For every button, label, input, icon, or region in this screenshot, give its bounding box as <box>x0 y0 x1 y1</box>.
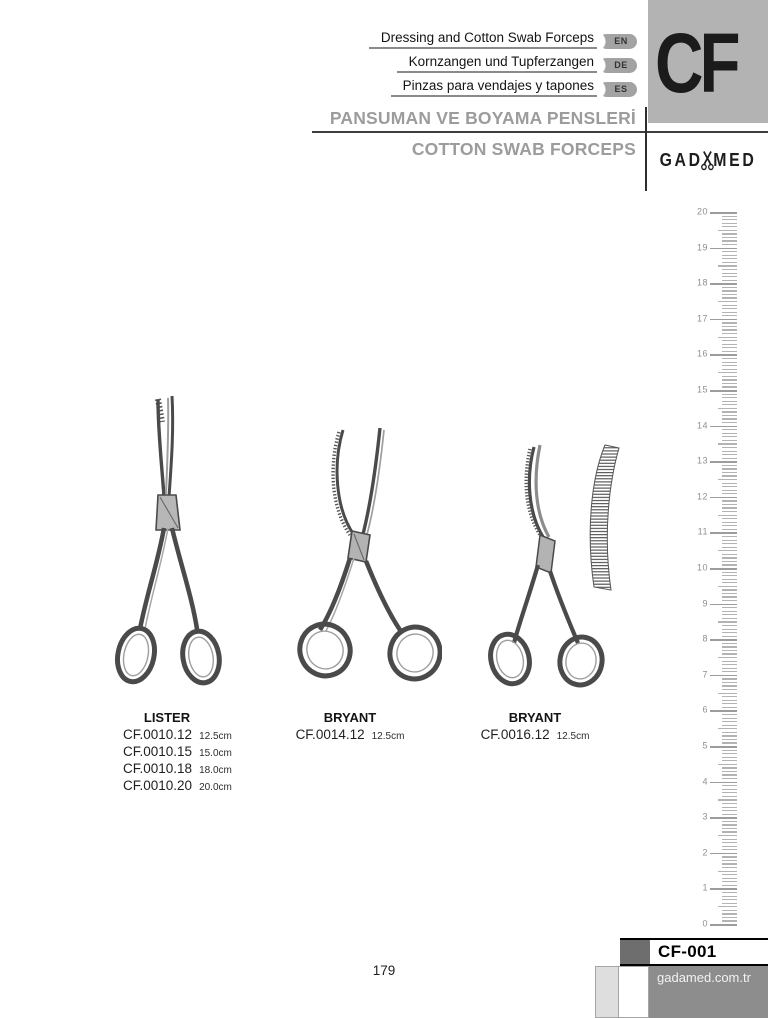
ruler-tick <box>722 447 737 448</box>
product-items <box>468 727 602 744</box>
product-item <box>123 744 230 761</box>
ruler-tick <box>722 614 737 615</box>
ruler-tick <box>722 262 737 263</box>
ruler-tick <box>722 831 737 832</box>
ruler-tick <box>722 219 737 220</box>
ruler-tick <box>722 273 737 274</box>
ruler-tick <box>722 518 737 519</box>
product-item <box>123 761 230 778</box>
ruler-tick <box>722 878 737 879</box>
ruler-tick <box>718 728 737 729</box>
ruler-tick <box>718 871 737 872</box>
ruler-tick <box>722 757 737 758</box>
ruler-tick <box>722 856 737 857</box>
ruler-number: 17 <box>696 313 708 324</box>
language-label-es: Pinzas para vendajes y tapones <box>391 78 597 97</box>
ruler-tick <box>718 408 737 409</box>
ruler-tick <box>722 386 737 387</box>
ruler-number: 0 <box>702 918 708 929</box>
ruler-tick <box>718 835 737 836</box>
ruler-tick <box>722 846 737 847</box>
ruler-tick <box>722 582 737 583</box>
ruler-number: 1 <box>702 882 708 893</box>
website-text: gadamed.com.tr <box>649 966 768 1018</box>
ruler-number: 10 <box>696 562 708 573</box>
ruler-tick <box>718 479 737 480</box>
ruler-tick <box>722 668 737 669</box>
ruler-tick <box>722 525 737 526</box>
ruler-tick <box>722 714 737 715</box>
ruler-tick <box>722 433 737 434</box>
ruler-tick <box>722 458 737 459</box>
ruler-tick <box>722 771 737 772</box>
ruler-number: 14 <box>696 420 708 431</box>
ruler-tick <box>718 550 737 551</box>
product-label-bryant-2 <box>468 710 602 744</box>
product-name: LISTER <box>143 710 191 725</box>
ruler-tick <box>722 803 737 804</box>
ruler-tick <box>722 280 737 281</box>
ruler-tick <box>722 468 737 469</box>
ruler-tick <box>722 305 737 306</box>
ruler-tick <box>722 223 737 224</box>
ruler-tick <box>722 547 737 548</box>
ruler-tick <box>722 807 737 808</box>
ruler-tick <box>722 369 737 370</box>
ruler-tick <box>722 607 737 608</box>
ruler-tick <box>722 596 737 597</box>
ruler-tick <box>722 636 737 637</box>
ruler-tick <box>722 326 737 327</box>
language-label-de: Kornzangen und Tupferzangen <box>397 54 597 73</box>
ruler-tick <box>722 896 737 897</box>
ruler-tick <box>718 799 737 800</box>
ruler-tick <box>722 785 737 786</box>
brand-logo <box>655 150 761 171</box>
ruler-tick <box>722 347 737 348</box>
ruler-tick <box>722 490 737 491</box>
ruler-tick <box>722 507 737 508</box>
ruler-tick <box>722 881 737 882</box>
ruler-tick <box>722 216 737 217</box>
language-header <box>369 31 637 95</box>
ruler-number: 8 <box>702 633 708 644</box>
ruler-tick <box>722 760 737 761</box>
ruler-tick <box>722 814 737 815</box>
product-code: CF.0010.20 <box>123 778 193 793</box>
ruler-tick <box>722 394 737 395</box>
ruler-tick <box>710 461 737 463</box>
ruler-tick <box>722 600 737 601</box>
ruler-tick <box>722 362 737 363</box>
ruler-tick <box>722 237 737 238</box>
product-item <box>283 727 417 744</box>
ruler-tick <box>722 767 737 768</box>
ruler-tick <box>722 315 737 316</box>
ruler-tick <box>722 842 737 843</box>
ruler-tick <box>722 340 737 341</box>
ruler-tick <box>710 212 737 214</box>
scissors-icon <box>701 150 714 171</box>
ruler-tick <box>722 561 737 562</box>
ruler-number: 7 <box>702 669 708 680</box>
ruler-tick <box>722 358 737 359</box>
ruler-tick <box>710 390 737 392</box>
ruler-tick <box>722 920 737 921</box>
ruler-number: 12 <box>696 491 708 502</box>
ruler-tick <box>710 888 737 890</box>
catalog-code: CF-001 <box>650 940 768 964</box>
product-size: 20.0cm <box>199 782 232 793</box>
ruler-tick <box>722 739 737 740</box>
ruler-tick <box>710 532 737 534</box>
product-code: CF.0014.12 <box>295 727 365 742</box>
ruler-number: 15 <box>696 384 708 395</box>
ruler-tick <box>718 337 737 338</box>
ruler-tick <box>722 379 737 380</box>
ruler-number: 3 <box>702 811 708 822</box>
bryant-forceps-curved-illustration <box>470 437 620 692</box>
ruler-tick <box>722 251 737 252</box>
ruler-tick <box>722 700 737 701</box>
ruler-tick <box>722 867 737 868</box>
footer-color-square <box>620 940 650 964</box>
ruler-tick <box>722 735 737 736</box>
ruler-tick <box>722 383 737 384</box>
ruler-tick <box>710 782 737 784</box>
section-title-english: COTTON SWAB FORCEPS <box>411 139 636 159</box>
ruler-tick <box>722 646 737 647</box>
ruler-tick <box>722 632 737 633</box>
language-badge-en: EN <box>599 34 637 49</box>
ruler-tick <box>722 579 737 580</box>
product-item <box>123 727 230 744</box>
language-row-en <box>369 31 637 47</box>
ruler-tick <box>722 689 737 690</box>
section-title-turkish: PANSUMAN VE BOYAMA PENSLERİ <box>329 108 636 128</box>
ruler-tick <box>710 354 737 356</box>
ruler-tick <box>722 661 737 662</box>
ruler-tick <box>722 522 737 523</box>
ruler-tick <box>722 564 737 565</box>
ruler-tick <box>710 746 737 748</box>
ruler-number: 19 <box>696 242 708 253</box>
product-code: CF.0010.12 <box>123 727 193 742</box>
ruler-tick <box>722 725 737 726</box>
ruler-tick <box>722 774 737 775</box>
ruler-tick <box>722 529 737 530</box>
ruler-tick <box>722 913 737 914</box>
product-name: BRYANT <box>323 710 377 725</box>
ruler-tick <box>722 789 737 790</box>
ruler-tick <box>722 917 737 918</box>
ruler-tick <box>718 586 737 587</box>
product-code: CF.0010.18 <box>123 761 193 776</box>
jaw-detail-inset <box>590 445 619 590</box>
category-code-box <box>648 0 768 123</box>
ruler-tick <box>722 899 737 900</box>
ruler-tick <box>722 678 737 679</box>
ruler-tick <box>722 500 737 501</box>
product-size: 12.5cm <box>199 731 232 742</box>
ruler-tick <box>722 376 737 377</box>
ruler-number: 4 <box>702 776 708 787</box>
ruler-number: 6 <box>702 704 708 715</box>
ruler-number: 18 <box>696 277 708 288</box>
ruler-tick <box>722 287 737 288</box>
ruler-tick <box>718 515 737 516</box>
ruler-tick <box>722 294 737 295</box>
ruler-tick <box>722 255 737 256</box>
brand-text-right: MED <box>713 150 757 170</box>
ruler-tick <box>722 322 737 323</box>
product-items <box>104 727 230 795</box>
ruler-tick <box>722 258 737 259</box>
ruler-tick <box>710 426 737 428</box>
ruler-tick <box>722 540 737 541</box>
brand-text-left: GAD <box>659 150 703 170</box>
ruler-tick <box>718 372 737 373</box>
ruler-tick <box>722 269 737 270</box>
ruler-tick <box>722 718 737 719</box>
language-badge-es: ES <box>599 82 637 97</box>
ruler-tick <box>710 319 737 321</box>
ruler-tick <box>722 892 737 893</box>
ruler-tick <box>722 696 737 697</box>
ruler-tick <box>722 454 737 455</box>
ruler-tick <box>722 903 737 904</box>
ruler-tick <box>722 297 737 298</box>
ruler-tick <box>722 411 737 412</box>
ruler-tick <box>722 572 737 573</box>
ruler-tick <box>722 664 737 665</box>
ruler-tick <box>710 853 737 855</box>
language-row-de <box>369 55 637 71</box>
ruler-tick <box>722 226 737 227</box>
ruler-tick <box>710 248 737 250</box>
ruler-tick <box>722 629 737 630</box>
ruler-tick <box>710 497 737 499</box>
ruler-tick <box>722 404 737 405</box>
ruler-tick <box>722 671 737 672</box>
product-name: BRYANT <box>508 710 562 725</box>
ruler-tick <box>718 764 737 765</box>
language-row-es <box>369 79 637 95</box>
ruler-tick <box>718 906 737 907</box>
ruler-tick <box>722 653 737 654</box>
ruler-tick <box>722 486 737 487</box>
ruler-tick <box>722 863 737 864</box>
ruler-tick <box>722 536 737 537</box>
ruler-tick <box>722 436 737 437</box>
ruler-tick <box>710 817 737 819</box>
ruler-tick <box>722 308 737 309</box>
ruler-tick <box>722 351 737 352</box>
product-size: 12.5cm <box>371 731 405 742</box>
ruler-tick <box>710 283 737 285</box>
ruler-tick <box>722 625 737 626</box>
ruler-tick <box>722 682 737 683</box>
product-items <box>283 727 417 744</box>
ruler-tick <box>722 312 737 313</box>
ruler-tick <box>718 301 737 302</box>
ruler-tick <box>710 924 737 926</box>
vertical-divider <box>645 107 647 191</box>
ruler-tick <box>722 792 737 793</box>
ruler-tick <box>722 276 737 277</box>
ruler-tick <box>722 240 737 241</box>
ruler-tick <box>722 742 737 743</box>
ruler-tick <box>722 828 737 829</box>
category-code: CF <box>655 16 737 110</box>
ruler-number: 11 <box>697 526 708 537</box>
ruler-tick <box>718 443 737 444</box>
product-code: CF.0016.12 <box>480 727 550 742</box>
ruler-tick <box>722 860 737 861</box>
ruler-tick <box>722 703 737 704</box>
ruler-number: 9 <box>702 598 708 609</box>
ruler-tick <box>722 465 737 466</box>
ruler-tick <box>710 710 737 712</box>
ruler-tick <box>722 451 737 452</box>
ruler-tick <box>722 796 737 797</box>
ruler-tick <box>718 693 737 694</box>
ruler-number: 2 <box>702 847 708 858</box>
ruler-tick <box>722 483 737 484</box>
language-badge-de: DE <box>599 58 637 73</box>
title-divider-line <box>312 131 768 133</box>
ruler-tick <box>722 504 737 505</box>
product-label-lister <box>104 710 230 795</box>
product-size: 15.0cm <box>199 748 232 759</box>
ruler-tick <box>710 604 737 606</box>
ruler-tick <box>722 422 737 423</box>
ruler-tick <box>722 611 737 612</box>
ruler-tick <box>722 365 737 366</box>
ruler-tick <box>722 732 737 733</box>
ruler-tick <box>718 657 737 658</box>
ruler-tick <box>722 418 737 419</box>
language-label-en: Dressing and Cotton Swab Forceps <box>369 30 597 49</box>
product-code: CF.0010.15 <box>123 744 193 759</box>
ruler-tick <box>722 810 737 811</box>
ruler-tick <box>722 511 737 512</box>
ruler-tick <box>710 639 737 641</box>
ruler-tick <box>722 618 737 619</box>
ruler-tick <box>722 589 737 590</box>
product-item <box>123 778 230 795</box>
ruler-tick <box>722 475 737 476</box>
ruler-tick <box>722 778 737 779</box>
ruler-tick <box>710 675 737 677</box>
ruler-number: 16 <box>696 348 708 359</box>
ruler-tick <box>718 621 737 622</box>
ruler-tick <box>722 543 737 544</box>
ruler-tick <box>722 910 737 911</box>
ruler-tick <box>722 472 737 473</box>
product-item <box>468 727 602 744</box>
ruler-tick <box>722 233 737 234</box>
ruler-tick <box>722 839 737 840</box>
ruler-tick <box>722 650 737 651</box>
ruler-tick <box>722 821 737 822</box>
ruler-tick <box>722 707 737 708</box>
ruler-tick <box>722 824 737 825</box>
ruler-number: 20 <box>696 206 708 217</box>
ruler-tick <box>722 493 737 494</box>
ruler-tick <box>722 333 737 334</box>
ruler-tick <box>722 557 737 558</box>
lister-forceps-illustration <box>112 392 224 688</box>
ruler-number: 13 <box>696 455 708 466</box>
ruler-tick <box>722 753 737 754</box>
footer-code-row <box>620 938 768 966</box>
product-label-bryant-1 <box>283 710 417 744</box>
ruler-tick <box>722 244 737 245</box>
ruler-tick <box>722 440 737 441</box>
ruler-tick <box>722 429 737 430</box>
ruler-tick <box>722 874 737 875</box>
ruler-tick <box>722 593 737 594</box>
page-number: 179 <box>372 963 396 978</box>
ruler-tick <box>722 721 737 722</box>
bryant-forceps-open-illustration <box>278 418 442 688</box>
ruler-tick <box>722 554 737 555</box>
ruler-tick <box>718 230 737 231</box>
ruler-tick <box>722 849 737 850</box>
ruler-tick <box>722 344 737 345</box>
product-size: 18.0cm <box>199 765 232 776</box>
ruler-tick <box>722 750 737 751</box>
ruler-tick <box>722 575 737 576</box>
ruler-tick <box>722 290 737 291</box>
ruler-tick <box>722 415 737 416</box>
ruler-tick <box>722 401 737 402</box>
ruler-tick <box>718 265 737 266</box>
ruler-tick <box>722 885 737 886</box>
ruler-tick <box>722 397 737 398</box>
ruler-tick <box>710 568 737 570</box>
ruler-tick <box>722 329 737 330</box>
product-size: 12.5cm <box>556 731 590 742</box>
ruler-tick <box>722 643 737 644</box>
ruler-number: 5 <box>702 740 708 751</box>
ruler-tick <box>722 685 737 686</box>
